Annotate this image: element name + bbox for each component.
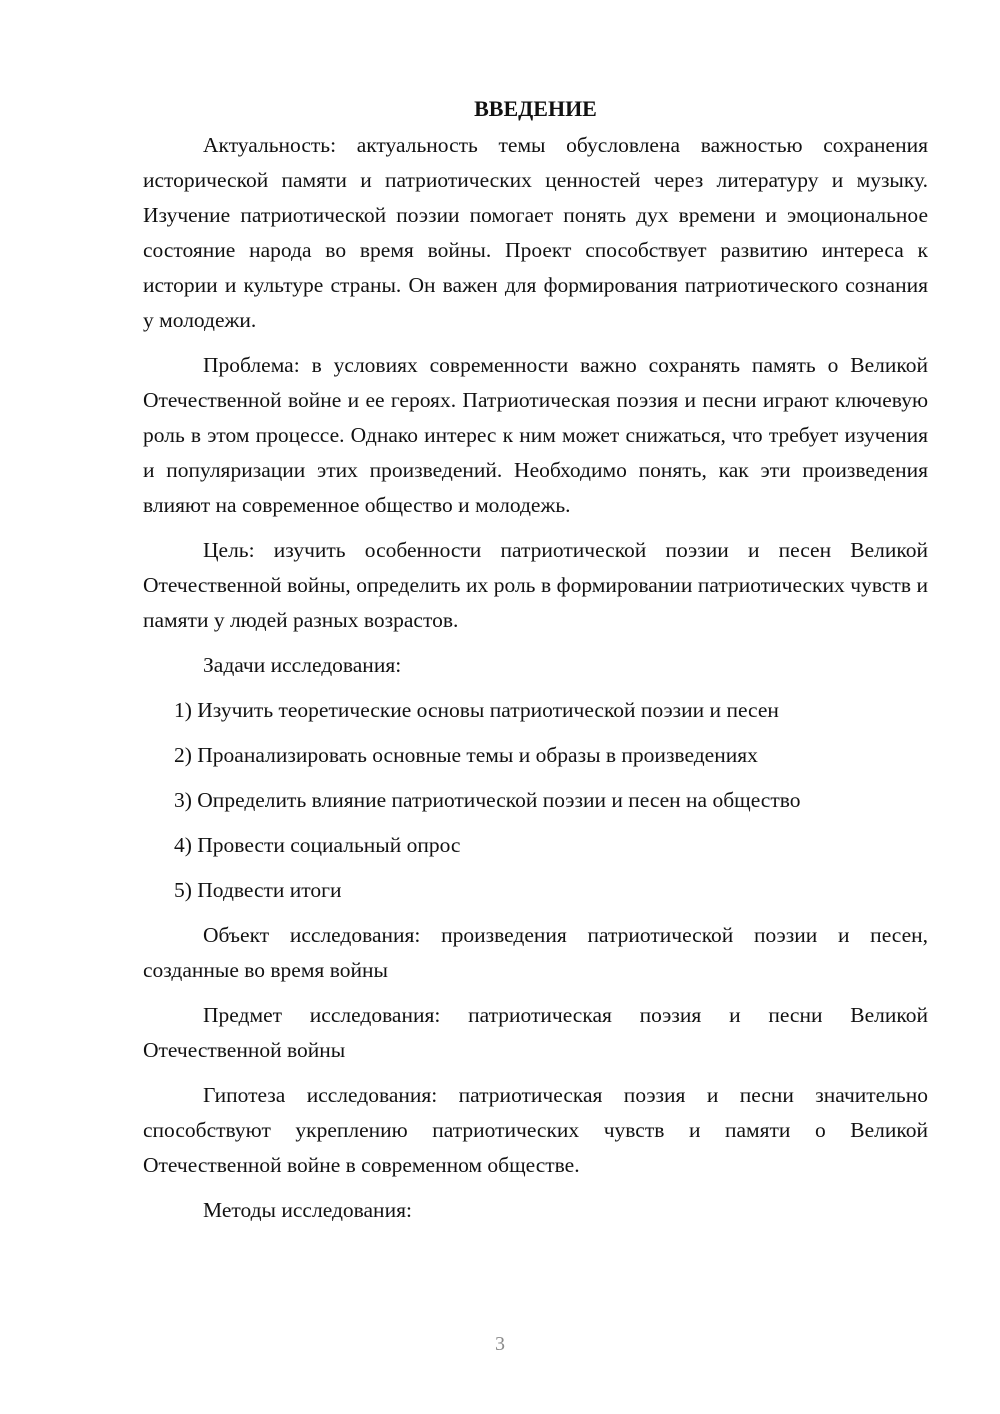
- list-item: 2) Проанализировать основные темы и образы в произведениях: [174, 743, 758, 767]
- paragraph-methods: Методы исследования:: [203, 1198, 412, 1222]
- paragraph-problem: Проблема: в условиях современности важно сохранять память о Великой Отечественной войне и ее героях. Патриотическая поэзия и песни играют ключевую роль в этом процессе. Однако интерес к ним может снижаться, что требует изучения и популяризации этих произведений. Необходимо понять, как эти произведения влияют на современное общество и молодежь.: [143, 353, 928, 517]
- paragraph-subject: Предмет исследования: патриотическая поэзия и песни Великой Отечественной войны: [143, 1003, 928, 1062]
- paragraph-hypothesis: Гипотеза исследования: патриотическая поэзия и песни значительно способствуют укреплению патриотических чувств и памяти о Великой Отечественной войне в современном обществе.: [143, 1083, 928, 1177]
- paragraph-relevance: Актуальность: актуальность темы обусловлена важностью сохранения исторической памяти и патриотических ценностей через литературу и музыку. Изучение патриотической поэзии помогает понять дух времени и эмоциональное состояние народа во время войны. Проект способствует развитию интереса к истории и культуре страны. Он важен для формирования патриотического сознания у молодежи.: [143, 133, 928, 332]
- paragraph-object: Объект исследования: произведения патриотической поэзии и песен, созданные во время войны: [143, 923, 928, 982]
- list-item: 4) Провести социальный опрос: [174, 833, 461, 857]
- paragraph-goal: Цель: изучить особенности патриотической поэзии и песен Великой Отечественной войны, определить их роль в формировании патриотических чувств и памяти у людей разных возрастов.: [143, 538, 928, 632]
- page-content: [143, 92, 928, 1228]
- list-item: 5) Подвести итоги: [174, 878, 342, 902]
- tasks-list: [143, 693, 928, 908]
- list-item: 3) Определить влияние патриотической поэзии и песен на общество: [174, 788, 801, 812]
- page-number: 3: [495, 1333, 505, 1355]
- list-item: 1) Изучить теоретические основы патриотической поэзии и песен: [174, 698, 779, 722]
- tasks-intro: Задачи исследования:: [203, 653, 402, 677]
- section-heading: ВВЕДЕНИЕ: [474, 96, 597, 121]
